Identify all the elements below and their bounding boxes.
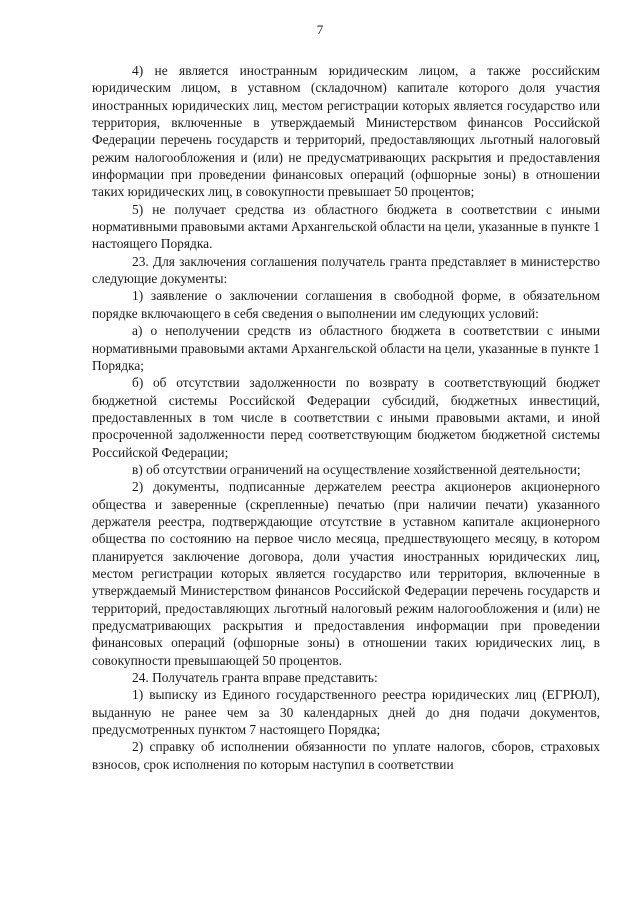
paragraph-item-4: 4) не является иностранным юридическим лицом, а также российским юридическим лицом, в уставном (складочном) капитале которого доля участия иностранных юридических лиц, местом регистрации которых является государство или территория, включенные в утверждаемый Министерством финансов Российской Федерации перечень государств и территорий, предоставляющих льготный налоговый режим налогообложения и (или) не предусматривающих раскрытия и предоставления информации при проведении финансовых операций (офшорные зоны) в отношении таких юридических лиц, в совокупности превышает 50 процентов; xyxy=(92,63,600,200)
document-body xyxy=(92,62,600,773)
paragraph-23-item-1: 1) заявление о заключении соглашения в свободной форме, в обязательном порядке включающего в себя сведения о выполнении им следующих условий: xyxy=(92,288,600,321)
paragraph-item-5: 5) не получает средства из областного бюджета в соответствии с иными нормативными правовыми актами Архангельской области на цели, указанные в пункте 1 настоящего Порядка. xyxy=(92,201,600,252)
paragraph-24-item-1: 1) выписку из Единого государственного реестра юридических лиц (ЕГРЮЛ), выданную не ранее чем за 30 календарных дней до дня подачи документов, предусмотренных пунктом 7 настоящего Порядка; xyxy=(92,687,600,738)
paragraph-clause-24: 24. Получатель гранта вправе представить: xyxy=(132,670,378,686)
page-number: 7 xyxy=(316,22,324,37)
paragraph-24-item-2: 2) справку об исполнении обязанности по уплате налогов, сборов, страховых взносов, срок исполнения по которым наступил в соответствии xyxy=(92,739,600,772)
paragraph-23-item-1-a: а) о неполучении средств из областного бюджета в соответствии с иными нормативными правовыми актами Архангельской области на цели, указанные в пункте 1 Порядка; xyxy=(92,323,600,373)
paragraph-23-item-1-b: б) об отсутствии задолженности по возврату в соответствующий бюджет бюджетной системы Российской Федерации субсидий, бюджетных инвестиций, предоставленных в том числе в соответствии с иными правовыми актами, и иной просроченной задолженности перед соответствующим бюджетом бюджетной системы Российской Федерации; xyxy=(92,375,600,460)
paragraph-clause-23: 23. Для заключения соглашения получатель гранта представляет в министерство следующие документы: xyxy=(92,253,600,287)
paragraph-23-item-1-v: в) об отсутствии ограничений на осуществление хозяйственной деятельности; xyxy=(132,461,581,477)
paragraph-23-item-2: 2) документы, подписанные держателем реестра акционеров акционерного общества и заверенные (скрепленные) печатью (при наличии печати) указанного держателя реестра, подтверждающие отсутствие в уставном капитале акционерного общества по состоянию на первое число месяца, предшествующего месяцу, в котором планируется заключение договора, доли участия иностранных юридических лиц, местом регистрации которых является государство или территория, включенные в утверждаемый Министерством финансов Российской Федерации перечень государств и территорий, предоставляющих льготный налоговый режим налогообложения и (или) не предусматривающих раскрытия и предоставления информации при проведении финансовых операций (офшорные зоны) в отношении таких юридических лиц, в совокупности превышающей 50 процентов. xyxy=(92,479,600,668)
